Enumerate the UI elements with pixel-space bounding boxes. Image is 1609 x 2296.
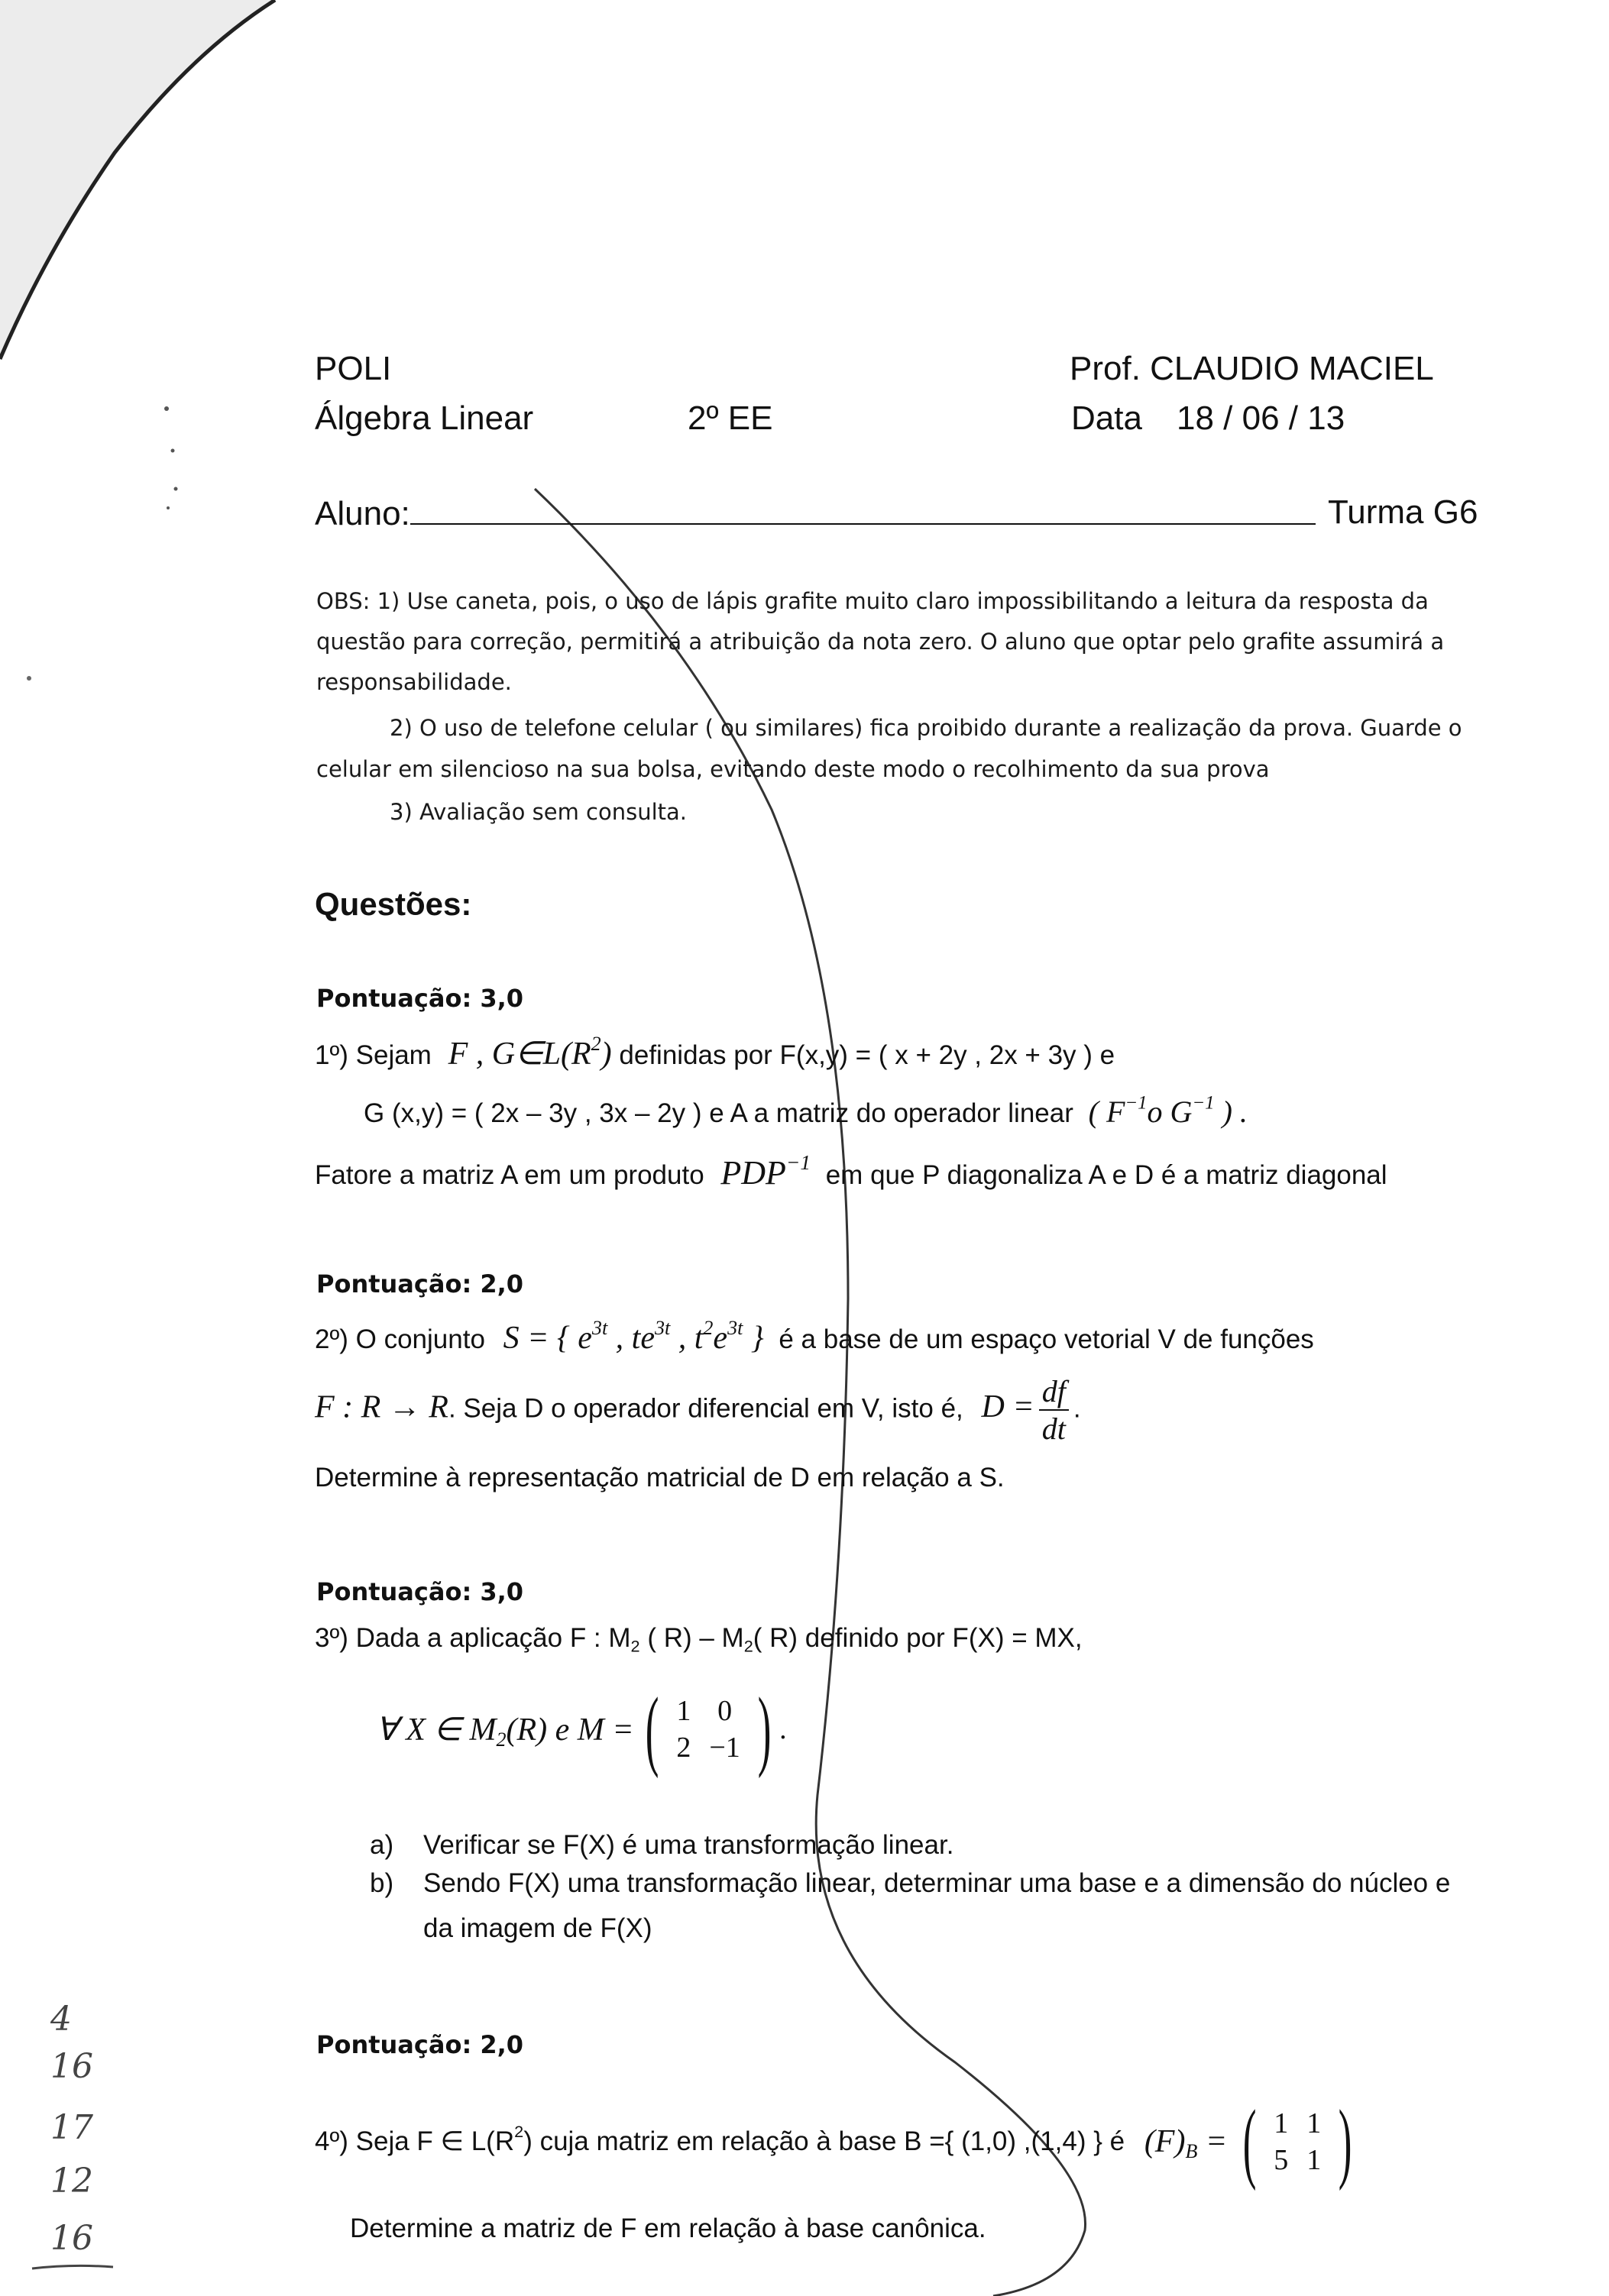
q4-line-1: 4º) Seja F ∈ $L(R^2)$ cuja matriz em relação à base B ={ (1,0) ,(1,4) } é $(F)_B$ = ( 1 1 5 1 ) xyxy=(315,2097,1361,2187)
course-name: Álgebra Linear xyxy=(315,399,534,437)
q3-item-b-line-2: da imagem de F(X) xyxy=(423,1913,652,1943)
professor-name: Prof. CLAUDIO MACIEL xyxy=(1070,350,1434,387)
obs-line-1: OBS: 1) Use caneta, pois, o uso de lápis grafite muito claro impossibilitando a leitura da resposta da xyxy=(316,588,1429,614)
student-row xyxy=(315,495,1316,533)
q2-line-2: F : R → R. Seja D o operador diferencial em V, isto é, D = $\frac{df}{dt}$ . xyxy=(315,1374,1081,1446)
q4-line-2: Determine a matriz de F em relação à base canônica. xyxy=(350,2214,986,2243)
obs-line-2: questão para correção, permitirá a atribuição da nota zero. O aluno que optar pelo grafite assumirá a xyxy=(316,629,1445,655)
q4-matrix: ( 1 1 5 1 ) xyxy=(1242,2091,1352,2191)
q2-line-1: 2º) O conjunto S = { $e^{3t}$ , $te^{3t}$ , $t^2e^{3t}$ } é a base de um espaço vetorial V de funções xyxy=(315,1316,1314,1356)
q1-line-1: 1º) Sejam F , $G\in L(R^2)$ definidas por F(x,y) = ( x + 2y , 2x + 3y ) e xyxy=(315,1032,1115,1072)
q1-math-composition: ( $F^{-1}o$ $G^{-1}$ ) . xyxy=(1088,1092,1248,1129)
q1-math-set: F , $G\in L(R^2)$ xyxy=(448,1032,612,1072)
obs-line-3: responsabilidade. xyxy=(316,669,512,695)
obs-line-4: 2) O uso de telefone celular ( ou similares) fica proibido durante a realização da prova. Guarde o xyxy=(390,715,1462,741)
handwritten-note-4: 12 xyxy=(50,2162,93,2201)
handwritten-underline xyxy=(31,2264,115,2272)
section-title: Questões: xyxy=(315,886,472,922)
q2-score: Pontuação: 2,0 xyxy=(316,1269,524,1298)
exam-name: 2º EE xyxy=(688,399,773,437)
q4-math-fb: $(F)_B$ = xyxy=(1144,2124,1228,2162)
q3-item-a: a) Verificar se F(X) é uma transformação linear. xyxy=(370,1830,954,1860)
q4-score: Pontuação: 2,0 xyxy=(316,2030,524,2059)
handwritten-note-1: 4 xyxy=(50,2000,72,2039)
student-name-blank[interactable] xyxy=(410,497,1316,525)
obs-line-6: 3) Avaliação sem consulta. xyxy=(390,799,688,825)
handwritten-note-2: 16 xyxy=(50,2047,93,2086)
q1-line-3: Fatore a matriz A em um produto $PDP^{-1}$ em que P diagonaliza A e D é a matriz diagonal xyxy=(315,1150,1387,1192)
q1-score: Pontuação: 3,0 xyxy=(316,984,524,1013)
class-label: Turma G6 xyxy=(1328,493,1478,531)
date-value: 18 / 06 / 13 xyxy=(1177,399,1345,437)
handwritten-note-3: 17 xyxy=(50,2108,93,2147)
q2-math-set: S = { $e^{3t}$ , $te^{3t}$ , $t^2e^{3t}$ } xyxy=(503,1316,764,1356)
corner-edge xyxy=(0,0,275,359)
q1-math-pdp: $PDP^{-1}$ xyxy=(720,1150,811,1192)
q3-item-b: b) Sendo F(X) uma transformação linear, determinar uma base e a dimensão do núcleo e xyxy=(370,1868,1451,1898)
q1-line-2: G (x,y) = ( 2x – 3y , 3x – 2y ) e A a matriz do operador linear ( $F^{-1}o$ $G^{-1}$ ) . xyxy=(364,1092,1248,1129)
corner-shadow xyxy=(0,0,275,359)
q3-matrix-m: ( 1 0 2 −1 ) xyxy=(645,1679,772,1779)
q2-derivative-fraction: $\frac{df}{dt}$ xyxy=(1039,1373,1069,1447)
obs-line-5: celular em silencioso na sua bolsa, evitando deste modo o recolhimento da sua prova xyxy=(316,756,1270,782)
q2-line-3: Determine à representação matricial de D em relação a S. xyxy=(315,1463,1005,1492)
student-label: Aluno: xyxy=(315,495,410,532)
handwritten-note-5: 16 xyxy=(50,2219,93,2258)
q3-matrix-definition: ∀ X ∈ $M_2(R)$ e M = ( 1 0 2 −1 ) . xyxy=(376,1679,787,1779)
q3-score: Pontuação: 3,0 xyxy=(316,1577,524,1606)
institution: POLI xyxy=(315,350,392,387)
date-label: Data xyxy=(1071,399,1142,437)
q3-line-1: 3º) Dada a aplicação F : $M_2$ ( $R) - M_2$( R) definido por F(X) = MX, xyxy=(315,1623,1083,1656)
